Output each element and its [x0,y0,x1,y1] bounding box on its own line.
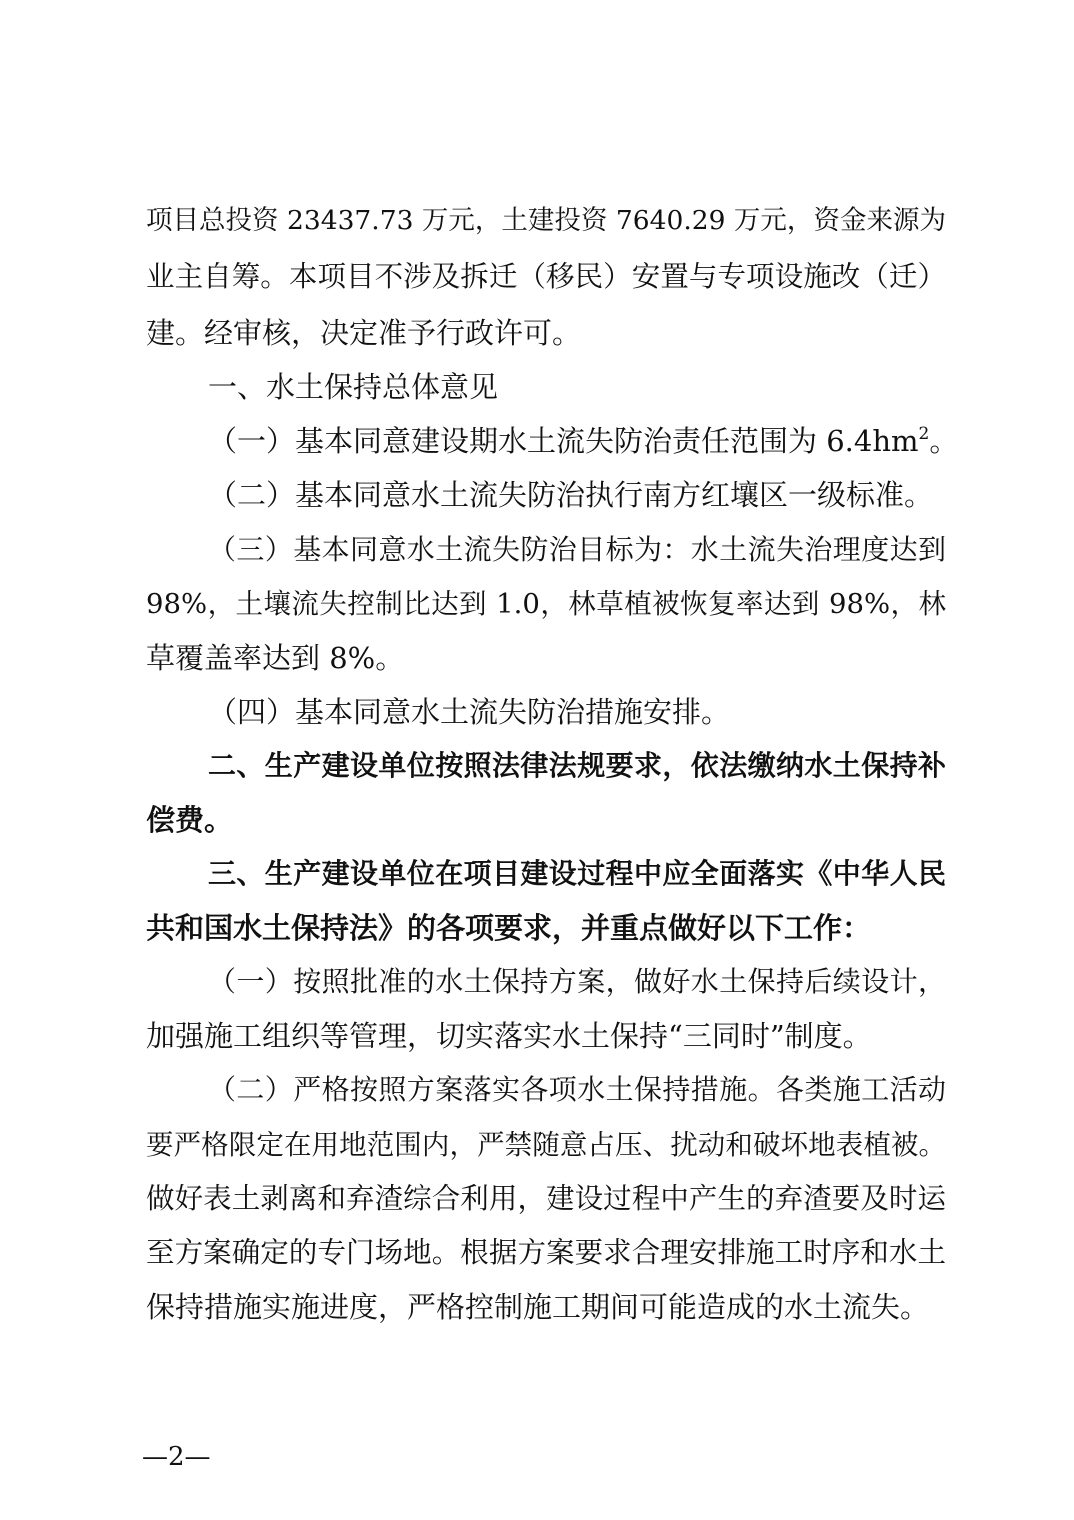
section-heading-2-continued: 偿费。 [146,803,234,837]
list-item [208,421,958,461]
body-text-line: 保持措施实施进度，严格控制施工期间可能造成的水土流失。 [146,1290,930,1324]
superscript-text: 2 [918,424,930,444]
list-item: （二）基本同意水土流失防治执行南方红壤区一级标准。 [208,478,934,512]
list-item: （四）基本同意水土流失防治措施安排。 [208,695,731,729]
section-heading-3-continued: 共和国水土保持法》的各项要求，并重点做好以下工作： [146,911,872,945]
list-item-punctuation: 。 [929,424,959,458]
list-item: （一）按照批准的水土保持方案，做好水土保持后续设计， [208,965,946,998]
list-item-text: （一）基本同意建设期水土流失防治责任范围为 6.4hm [208,424,919,458]
body-text-line: 建。经审核，决定准予行政许可。 [146,316,582,350]
section-heading-1: 一、水土保持总体意见 [208,370,499,404]
list-item: （二）严格按照方案落实各项水土保持措施。各类施工活动 [208,1073,946,1106]
body-text-line: 草覆盖率达到 8%。 [146,641,405,675]
body-text-line: 要严格限定在用地范围内，严禁随意占压、扰动和破坏地表植被。 [146,1129,946,1161]
section-heading-3: 三、生产建设单位在项目建设过程中应全面落实《中华人民 [208,857,946,890]
body-text-line: 至方案确定的专门场地。根据方案要求合理安排施工时序和水土 [146,1236,946,1269]
list-item: （三）基本同意水土流失防治目标为：水土流失治理度达到 [208,533,946,566]
page-number: —2— [142,1442,211,1472]
body-text-line: 加强施工组织等管理，切实落实水土保持“三同时”制度。 [146,1019,872,1053]
section-heading-2: 二、生产建设单位按照法律法规要求，依法缴纳水土保持补 [208,749,946,782]
body-text-line: 项目总投资 23437.73 万元，土建投资 7640.29 万元，资金来源为 [146,205,946,236]
body-text-line: 做好表土剥离和弃渣综合利用，建设过程中产生的弃渣要及时运 [146,1182,946,1215]
body-text-line: 98%，土壤流失控制比达到 1.0，林草植被恢复率达到 98%，林 [146,588,946,620]
body-text-line: 业主自筹。本项目不涉及拆迁（移民）安置与专项设施改（迁） [146,260,946,293]
